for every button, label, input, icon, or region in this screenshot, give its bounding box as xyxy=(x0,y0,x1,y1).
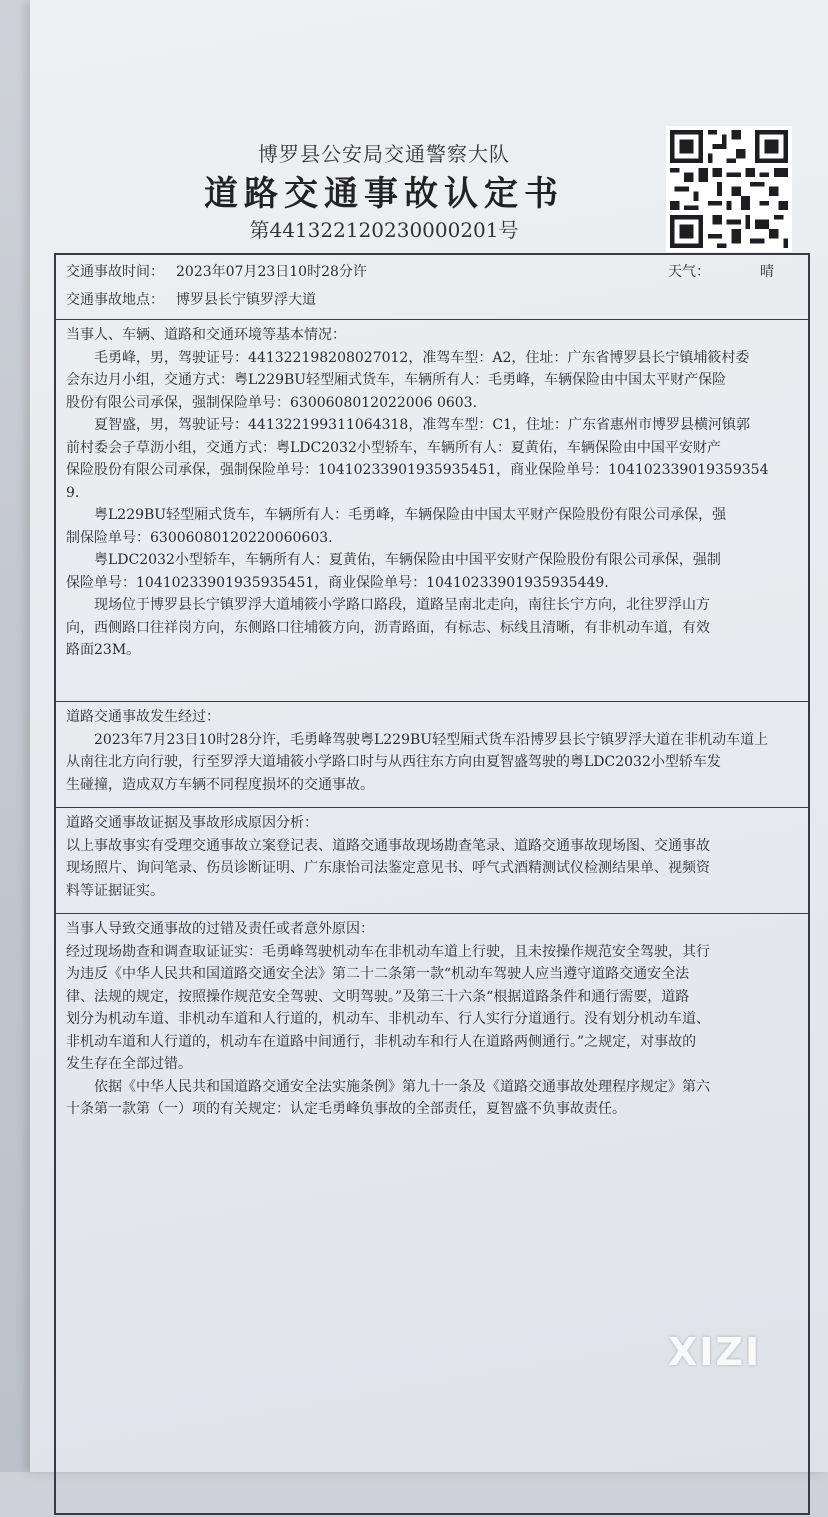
parties-line: 9. xyxy=(66,484,80,501)
weather-row xyxy=(668,261,774,281)
accident-time-row xyxy=(66,261,367,281)
evidence-section xyxy=(56,807,808,913)
parties-line: 保险股份有限公司承保，强制保险单号：10410233901935935451，商业保险单号：104102339019359354 xyxy=(66,462,769,478)
responsibility-line: 划分为机动车道、非机动车道和人行道的，机动车、非机动车、行人实行分道通行。没有划分机动车道、 xyxy=(66,1011,710,1027)
parties-line: 夏智盛，男，驾驶证号：441322199311064318，准驾车型：C1，住址：广东省惠州市博罗县横河镇郭 xyxy=(94,417,750,433)
parties-line: 股份有限公司承保，强制保险单号：6300608012022006 0603. xyxy=(66,394,478,411)
accident-process-line: 2023年7月23日10时28分许，毛勇峰驾驶粤L229BU轻型厢式货车沿博罗县长宁镇罗浮大道在非机动车道上 xyxy=(94,731,769,748)
parties-line: 现场位于博罗县长宁镇罗浮大道埔筱小学路口路段，道路呈南北走向，南往长宁方向，北往罗浮山方 xyxy=(94,597,710,613)
weather-value: 晴 xyxy=(760,264,774,280)
parties-line: 向，西侧路口往祥岗方向，东侧路口往埔筱方向，沥青路面，有标志、标线且清晰，有非机动车道，有效 xyxy=(66,619,710,636)
evidence-line: 现场照片、询问笔录、伤员诊断证明、广东康怡司法鉴定意见书、呼气式酒精测试仪检测结果单、视频资 xyxy=(66,860,710,876)
parties-line: 路面23M。 xyxy=(66,642,141,658)
parties-line: 制保险单号：63006080120220060603. xyxy=(66,529,333,546)
accident-place-row xyxy=(66,289,316,309)
evidence-line: 料等证据证实。 xyxy=(66,882,164,899)
accident-time-label: 交通事故时间： xyxy=(66,264,164,280)
responsibility-line: 律、法规的规定，按照操作规范安全驾驶、文明驾驶。”及第三十六条“根据道路条件和通行需要，道路 xyxy=(66,988,690,1005)
responsibility-line: 经过现场勘查和调查取证证实：毛勇峰驾驶机动车在非机动车道上行驶，且未按操作规范安全驾驶，其行 xyxy=(66,943,710,960)
accident-process-section xyxy=(56,701,808,807)
accident-report-form xyxy=(54,253,810,1515)
parties-line: 毛勇峰，男，驾驶证号：441322198208027012，准驾车型：A2，住址：广东省博罗县长宁镇埔筱村委 xyxy=(94,349,750,366)
accident-place-label: 交通事故地点： xyxy=(66,292,164,308)
document-title: 道路交通事故认定书 xyxy=(204,174,564,214)
evidence-heading: 道路交通事故证据及事故形成原因分析： xyxy=(66,815,318,831)
responsibility-line: 发生存在全部过错。 xyxy=(66,1056,192,1072)
issuing-agency: 博罗县公安局交通警察大队 xyxy=(258,142,510,166)
parties-heading: 当事人、车辆、道路和交通环境等基本情况： xyxy=(66,327,346,343)
document-number: 第441322120230000201号 xyxy=(249,218,519,242)
weather-label: 天气： xyxy=(668,264,710,280)
responsibility-line: 十条第一款第（一）项的有关规定：认定毛勇峰负事故的全部责任，夏智盛不负事故责任。 xyxy=(66,1101,626,1117)
responsibility-line: 依据《中华人民共和国道路交通安全法实施条例》第九十一条及《道路交通事故处理程序规定》第六 xyxy=(94,1078,710,1095)
parties-line: 保险单号：10410233901935935451，商业保险单号：10410233901935935449. xyxy=(66,574,609,591)
responsibility-heading: 当事人导致交通事故的过错及责任或者意外原因： xyxy=(66,921,374,937)
site-watermark: XIZI xyxy=(668,1330,762,1374)
evidence-line: 以上事故事实有受理交通事故立案登记表、道路交通事故现场勘查笔录、道路交通事故现场图、交通事故 xyxy=(66,837,710,854)
accident-process-line: 生碰撞，造成双方车辆不同程度损坏的交通事故。 xyxy=(66,776,374,793)
accident-time-value: 2023年07月23日10时28分许 xyxy=(176,264,367,280)
parties-section xyxy=(56,319,808,701)
responsibility-section xyxy=(56,913,808,1517)
basic-info-section xyxy=(56,255,808,319)
accident-process-line: 从南往北方向行驶，行至罗浮大道埔筱小学路口时与从西往东方向由夏智盛驾驶的粤LDC2032小型轿车发 xyxy=(66,754,721,770)
accident-process-heading: 道路交通事故发生经过： xyxy=(66,709,220,725)
responsibility-line: 为违反《中华人民共和国道路交通安全法》第二十二条第一款“机动车驾驶人应当遵守道路交通安全法 xyxy=(66,966,690,982)
qr-code-graphic xyxy=(670,130,788,248)
qr-code xyxy=(666,126,792,252)
accident-place-value: 博罗县长宁镇罗浮大道 xyxy=(176,292,316,308)
parties-line: 粤L229BU轻型厢式货车，车辆所有人：毛勇峰，车辆保险由中国太平财产保险股份有限公司承保，强 xyxy=(94,507,727,523)
responsibility-line: 非机动车道和人行道的，机动车在道路中间通行，非机动车和行人在道路两侧通行。”之规定，对事故的 xyxy=(66,1033,697,1050)
parties-line: 粤LDC2032小型轿车，车辆所有人：夏黄佑，车辆保险由中国平安财产保险股份有限公司承保，强制 xyxy=(94,552,721,568)
parties-line: 前村委会子草沥小组，交通方式：粤LDC2032小型轿车，车辆所有人：夏黄佑，车辆保险由中国平安财产 xyxy=(66,439,721,456)
parties-line: 会东边月小组，交通方式：粤L229BU轻型厢式货车，车辆所有人：毛勇峰，车辆保险由中国太平财产保险 xyxy=(66,372,727,388)
